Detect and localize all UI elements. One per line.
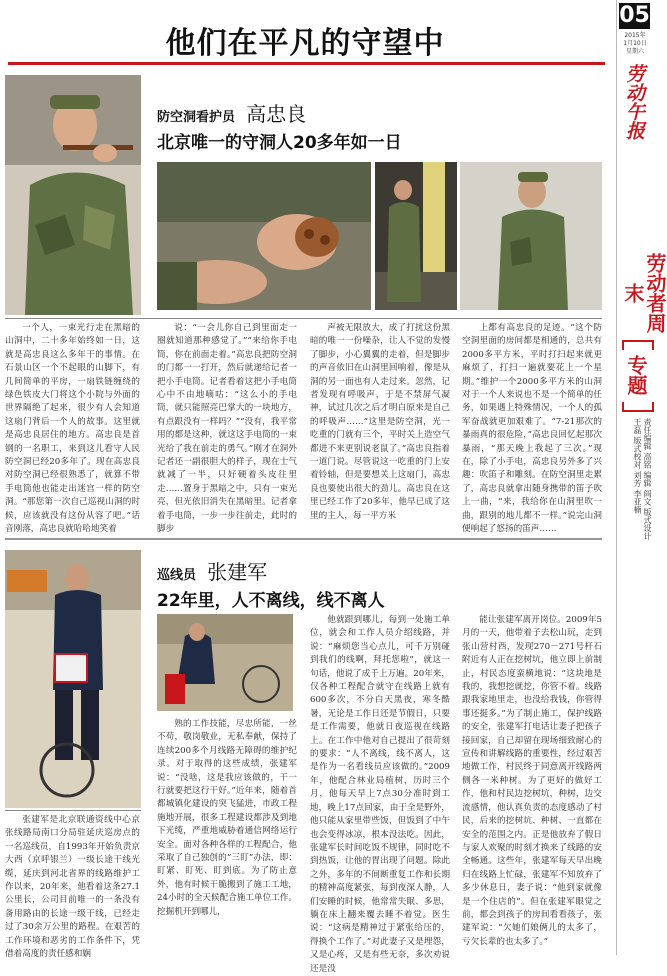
inspection-illustration (157, 614, 293, 711)
bracket-bottom (622, 402, 654, 412)
flute-player-illustration (5, 75, 141, 315)
cyclist-illustration (5, 550, 141, 808)
story2-column-3: 他就跟到哪儿，每到一处施工单位，就会和工作人员介绍线路，并说：“麻烦您当心点儿，可千万别碰到我们的线啊，拜托您啦”，就这一句话，他说了成千上万遍。20年来，仅各种工程配合就守在线路上就有600多次，不分白天黑夜，寒冬酷暑，无论是工作日还是节假日，只要是工作需要，他就日夜巡视在线路上。在工作中他对自己提出了很苛刻的要求：“人不离线，线不离人，这是作为一名看线员应该做的。”2009年，他配合林业局植树，历时三个月，他每天早上7点30分准时到工地，晚上17点回家，由于全是野外，他只能从家里带些饭，但饭到了中午也会变得冰凉，根本没法吃。因此，张建军长时间吃饭不规律，同时吃不到热饭，让他的胃出现了问题。除此之外，多年的不间断重复工作和长期的精神高度紧张，每到夜深人静，人们安睡的时候，他常常失眠、多思，躺在床上翻来覆去睡不着觉。医生说：“这病是精神过于紧张给压的，得换个工作了。”对此妻子又是埋怨，又是心疼，又是有些无奈，多次劝说还是没 (310, 615, 450, 974)
story1-column-1: 一个人，一束光行走在黑暗的山洞中，二十多年始终如一日，这就是高忠良这么多年干的事情。在石景山区一个不起眼的山脚下，有几间简单的平房，一扇铁链缠绕的绿色铁皮大门将这个小院与外面的世界隔绝了起来，很少有人会知道这扇门背后一个人的故事。这里就是高忠良居住的地方。高忠良是首钢的一名职工，来到这儿看守人民防空洞已经20多年了。现在高忠良对防空洞已经很熟悉了，就算不带手电筒他也能走出迷宫一样的防空洞。“那您第一次自己巡视山洞的时候，应该就没有这份从容了吧。”话音刚落，高忠良就哈哈地笑着 (5, 323, 140, 535)
date-year: 2015年 (624, 32, 646, 39)
page-headline: 他们在平凡的守望中 (165, 26, 445, 61)
story2-column-1: 张建军是北京联通资线中心京张线路局南口分局驻延庆巡房点的一名巡线员，自1993年开始负责京大西（京呼银兰）一级长途干线光缆，延庆到河北省界的线路维护工作以来，20年来，他看着这条27.1公里长，公司目前唯一的一条没有备用路由的长途一级干线，已经走过了30余万公里的路程。在艰苦的工作环境和恶劣的工作条件下，凭借着高度的责任感和娴 (5, 815, 140, 960)
story1-column-rule (5, 318, 602, 319)
story1-column-2: 说：“一会儿你自己到里面走一圈就知道那种感觉了。”“来给你手电筒，你在前面走着。”高忠良把防空洞的门都一一打开，然后就递给记者一把小手电筒。记者看着这把小手电筒心中不由地嘀咕：“这么小的手电筒，就只能照亮巴掌大的一块地方，有点跟没有一样吗？”“没有，我平常用的都是这种，就这这手电筒的一束光给了我在前走的勇气。”刚才在洞外记者还一副很胆大的样子，现在士气就减了一半，只好硬着头皮往里走……置身于黑暗之中，只有一束光亮，但光依旧消失在黑暗里。记者拿着手电筒，一步一步往前走，此时的脚步 (157, 323, 297, 535)
photo-cyclist-lineman (5, 550, 141, 808)
brand-text: 劳动午报 (623, 64, 645, 140)
story-divider (5, 538, 602, 540)
story2-heading (157, 556, 597, 586)
story1-subtitle: 北京唯一的守洞人20多年如一日 (157, 133, 402, 153)
photo-cave-door (375, 162, 457, 310)
headline-rule (8, 62, 605, 65)
photo-inspecting-ground (157, 614, 293, 711)
sidebar-divider (616, 0, 617, 955)
photo-flute-player (5, 75, 141, 315)
story1-role: 防空洞看护员 (157, 110, 236, 125)
section-text: 劳动者周末 (621, 252, 667, 333)
newspaper-brand-logo (618, 62, 650, 142)
section-title (621, 245, 667, 344)
issue-date (617, 32, 653, 56)
story1-column-4: 上都有高忠良的足迹。“这个防空洞里面的房间都是相通的，总共有2000多平方米，平时打扫起来就更麻烦了，打扫一遍就要花上一个星期。”维护一个2000多平方米的山洞对于一个人来说也不是一个简单的任务，如果遇上特殊情况，一个人的孤军奋战就更加艰难了。“7-21那次的暴雨真的很危险，”高忠良回忆起那次暴雨，“那天晚上我起了三次。”现在，除了小手电，高忠良另外多了兴趣：吹笛子和雕刻。在防空洞里走累了，高忠良就拿出随身携带的笛子吹上一曲，“来，我给你在山洞里吹一曲，跟别的地儿都不一样。”说完山洞便响起了悠扬的笛声…… (462, 323, 602, 535)
guard-standing-illustration (460, 162, 602, 310)
story1-name: 高忠良 (246, 102, 307, 126)
story2-column-2: 熟的工作技能，尽忠所能，一丝不苟，敬岗敬业，无私奉献，保持了连续200多个月线路无障碍的维护纪录。对于取得的这些成绩，张建军说：“没啥，这是我应该做的，干一行就要把这行干好。”近年来，随着首都城镇化建设的突飞猛进，市政工程施地开展，很多工程建设都涉及到地下光缆，严重地威胁着通信网络运行安全。面对各种各样的工程配合，他采取了自己独创的“三盯”办法，即：盯紧、盯死、盯到底。为了防止意外，他有时候干脆搬到了施工工地，24小时的全天候配合施工单位工作。挖掘机开到哪儿， (157, 719, 297, 917)
date-weekday: 星期六 (625, 48, 644, 55)
special-title (622, 350, 650, 405)
carving-illustration (157, 162, 371, 310)
story2-subtitle: 22年里，人不离线，线不离人 (157, 591, 385, 611)
photo-guard-standing (460, 162, 602, 310)
story2-column-rule (5, 810, 141, 811)
photo-carving-hands (157, 162, 371, 310)
story1-column-3: 声被无限放大，成了打扰这份黑暗的唯一一份噪杂，让人不觉的发慢了脚步，小心翼翼的走着，但是脚步的声音依旧在山洞里回响着，像是从洞的另一面也有人走过来。忽然，记者发现有呼吸声，于是不禁屏气凝神，试过几次之后才明白原来是自己的呼吸声……“这里是防空洞，光一吃重的门就有三个，平时关上造空气都进不来更别说老鼠了。”高忠良指着一道门说。尽管说这一吃重的门上安着铃轴，但是要想关上这扇门，高忠良也要使出很大的劲儿。高忠良在这里已经工作了20多年，他早已成了这里的主人，每一平方米 (310, 323, 450, 521)
story2-role: 巡线员 (157, 568, 197, 583)
story2-column-4: 能让张建军离开岗位。2009年5月的一天，他带着子去松山玩，走到张山营村西，发现270－271号杆石附近有人正在挖树坑，他立即上前制止，村民态度蛮横地说：“这块地是我的，我想挖就挖，你管不着。线路跟我家地里走，也没给我钱，你管得事还挺多。”为了制止施工，保护线路的安全，张建军打电话让妻子把孩子接回家，自己却留在现场细致耐心的宣传和讲解线路的重要性，经过艰苦地做工作，村民终于同意离开线路两侧各一米种树。为了更好的做好工作，他和村民边挖树坑，种树，边交流感情，他认真负责的态度感动了村民，后来的挖树坑、种树、一直都在安全的范围之内。正是他放弃了假日与家人欢聚的时刻才换来了线路的安全畅通。这些年，张建军每天早出晚归在线路上忙碌，张建军不知放弃了多少休息日，妻子说：“他到家就像是一个住店的”。但在张建军眼觉之前，都会到孩子的房间看看孩子，张建军说：“欠她们娘俩儿的太多了，亏欠长辈的也太多了。” (462, 615, 602, 947)
page-number: 05 (619, 3, 650, 28)
cave-door-illustration (375, 162, 457, 310)
story2-name: 张建军 (207, 560, 268, 584)
story1-heading (157, 98, 597, 128)
bracket-top (622, 340, 654, 350)
special-text: 专题 (624, 355, 648, 395)
date-day: 1月10日 (623, 40, 647, 47)
editor-credits: 责任编辑 高铭 编辑 阎文 版式设计 王磊 版式校对 刘芳 李亚楠 (633, 418, 652, 541)
